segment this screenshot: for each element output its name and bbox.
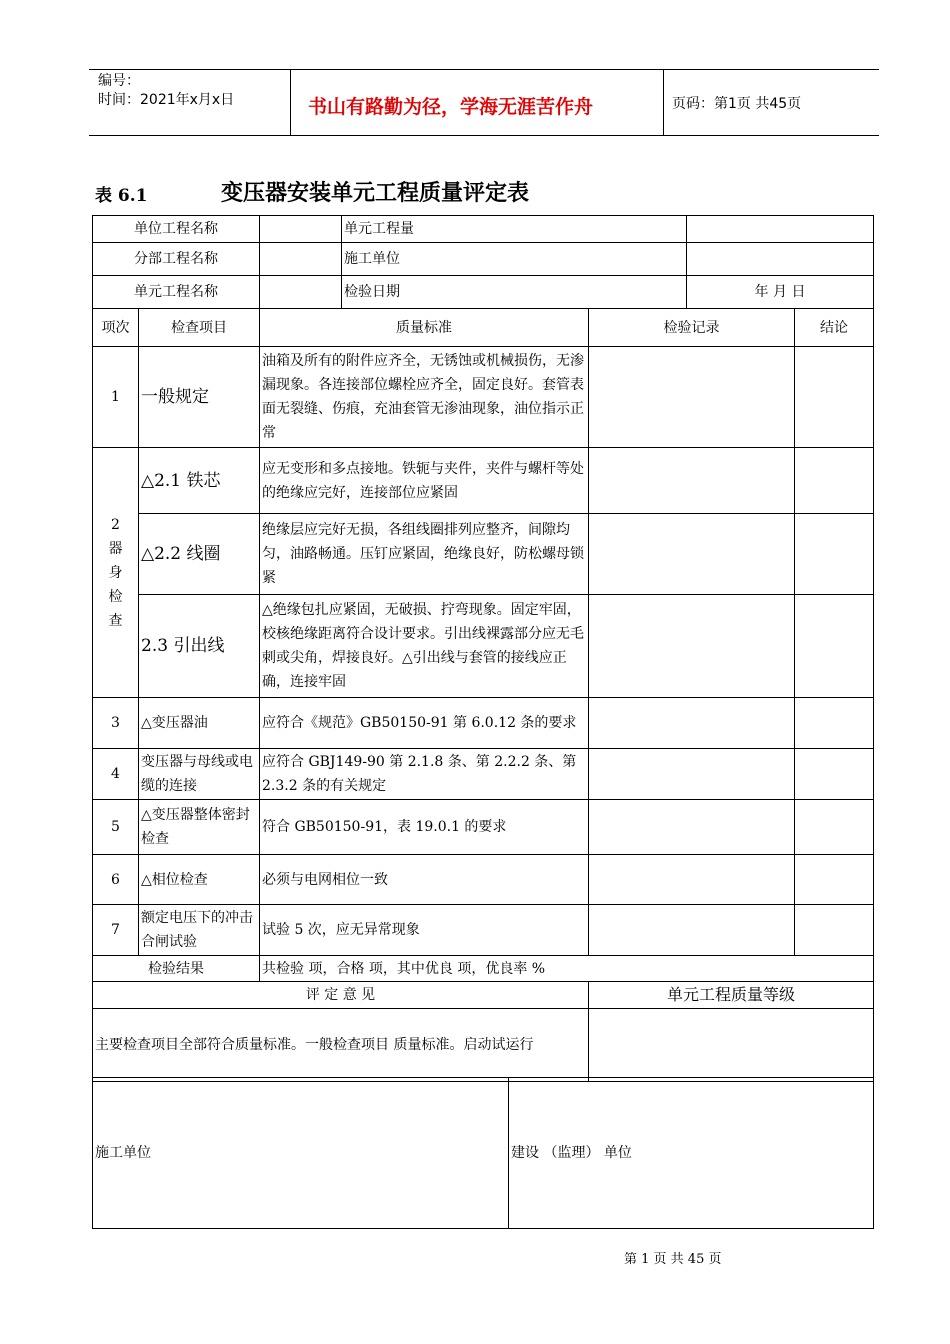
standard-cell: △绝缘包扎应紧固，无破损、拧弯现象。固定牢固，校核绝缘距离符合设计要求。引出线裸露部分应无毛刺或尖角，焊接良好。△引出线与套管的接线应正确，连接牢固 — [260, 595, 589, 698]
conclusion-cell[interactable] — [795, 448, 874, 514]
header-top-rule — [89, 69, 879, 70]
assessment-label: 评 定 意 见 — [93, 982, 589, 1009]
info-row — [93, 243, 874, 276]
item-cell: 一般规定 — [139, 347, 260, 448]
table-row — [93, 595, 874, 698]
conclusion-cell[interactable] — [795, 855, 874, 905]
seq-cell: 7 — [93, 905, 139, 956]
header-divider — [663, 69, 664, 136]
record-cell[interactable] — [589, 514, 795, 595]
group-char: 器 — [108, 540, 123, 557]
col-record: 检验记录 — [589, 309, 795, 347]
conclusion-cell[interactable] — [795, 749, 874, 800]
time-label: 时间：2021年x月x日 — [98, 92, 235, 108]
info-row — [93, 216, 874, 243]
group-char: 2 — [111, 516, 120, 533]
seq-cell: 4 — [93, 749, 139, 800]
item-cell: 变压器与母线或电缆的连接 — [139, 749, 260, 800]
record-cell[interactable] — [589, 698, 795, 749]
standard-cell: 应符合《规范》GB50150-91 第 6.0.12 条的要求 — [260, 698, 589, 749]
conclusion-cell[interactable] — [795, 905, 874, 956]
sub-project-value[interactable] — [260, 243, 342, 276]
inspection-date-value[interactable]: 年 月 日 — [687, 276, 874, 309]
motto-text: 书山有路勤为径，学海无涯苦作舟 — [308, 96, 594, 118]
conclusion-cell[interactable] — [795, 698, 874, 749]
col-item: 检查项目 — [139, 309, 260, 347]
table-row — [93, 905, 874, 956]
assessment-opinion: 主要检查项目全部符合质量标准。一般检查项目 质量标准。启动试运行 — [93, 1009, 589, 1082]
standard-cell: 应无变形和多点接地。铁轭与夹件，夹件与螺杆等处的绝缘应完好，连接部位应紧固 — [260, 448, 589, 514]
conclusion-cell[interactable] — [795, 347, 874, 448]
record-cell[interactable] — [589, 595, 795, 698]
seq-cell: 6 — [93, 855, 139, 905]
seq-cell: 5 — [93, 800, 139, 855]
page-footer: 第 1 页 共 45 页 — [624, 1252, 722, 1267]
sub-project-label: 分部工程名称 — [93, 243, 260, 276]
record-cell[interactable] — [589, 347, 795, 448]
group-char: 检 — [108, 588, 123, 605]
record-cell[interactable] — [589, 905, 795, 956]
group-cell — [93, 448, 139, 698]
col-seq: 项次 — [93, 309, 139, 347]
table-row — [93, 855, 874, 905]
header-bottom-rule — [89, 135, 879, 136]
assessment-row — [93, 1009, 874, 1082]
table-row — [93, 514, 874, 595]
construction-unit-label: 施工单位 — [342, 243, 687, 276]
group-char: 身 — [108, 564, 123, 581]
table-row — [93, 800, 874, 855]
table-row — [93, 347, 874, 448]
standard-cell: 绝缘层应完好无损，各组线圈排列应整齐，间隙均匀，油路畅通。压钉应紧固，绝缘良好，防松螺母锁紧 — [260, 514, 589, 595]
signature-table — [92, 1077, 874, 1229]
conclusion-cell[interactable] — [795, 595, 874, 698]
seq-cell: 3 — [93, 698, 139, 749]
table-row — [93, 749, 874, 800]
result-text: 共检验 项，合格 项，其中优良 项，优良率 % — [260, 956, 874, 982]
construction-signature[interactable]: 施工单位 — [93, 1078, 509, 1229]
col-conclusion: 结论 — [795, 309, 874, 347]
info-row — [93, 276, 874, 309]
grade-label: 单元工程质量等级 — [589, 982, 874, 1009]
column-header-row — [93, 309, 874, 347]
item-cell: 额定电压下的冲击合闸试验 — [139, 905, 260, 956]
table-row — [93, 448, 874, 514]
conclusion-cell[interactable] — [795, 514, 874, 595]
item-cell: △相位检查 — [139, 855, 260, 905]
conclusion-cell[interactable] — [795, 800, 874, 855]
record-cell[interactable] — [589, 855, 795, 905]
item-cell: 2.3 引出线 — [139, 595, 260, 698]
group-char: 查 — [108, 612, 123, 629]
unit-project-label: 单位工程名称 — [93, 216, 260, 243]
code-label: 编号： — [98, 73, 140, 89]
page-label: 页码：第1页 共45页 — [672, 96, 802, 112]
standard-cell: 试验 5 次，应无异常现象 — [260, 905, 589, 956]
grade-value[interactable] — [589, 1009, 874, 1082]
standard-cell: 应符合 GBJ149-90 第 2.1.8 条、第 2.2.2 条、第 2.3.2 条的有关规定 — [260, 749, 589, 800]
unit-quantity-label: 单元工程量 — [342, 216, 687, 243]
standard-cell: 必须与电网相位一致 — [260, 855, 589, 905]
assessment-header-row — [93, 982, 874, 1009]
construction-unit-value[interactable] — [687, 243, 874, 276]
page-title: 变压器安装单元工程质量评定表 — [221, 181, 530, 206]
standard-cell: 油箱及所有的附件应齐全，无锈蚀或机械损伤，无渗漏现象。各连接部位螺栓应齐全，固定良好。套管表面无裂缝、伤痕，充油套管无渗油现象，油位指示正常 — [260, 347, 589, 448]
unit-project-value[interactable] — [260, 216, 342, 243]
item-cell: △变压器油 — [139, 698, 260, 749]
item-cell: △2.1 铁芯 — [139, 448, 260, 514]
assessment-table — [92, 215, 874, 1082]
header-divider — [290, 69, 291, 136]
record-cell[interactable] — [589, 448, 795, 514]
table-number: 表 6.1 — [95, 186, 148, 206]
standard-cell: 符合 GB50150-91，表 19.0.1 的要求 — [260, 800, 589, 855]
col-standard: 质量标准 — [260, 309, 589, 347]
owner-signature[interactable]: 建设 （监理） 单位 — [509, 1078, 874, 1229]
item-cell: △2.2 线圈 — [139, 514, 260, 595]
result-label: 检验结果 — [93, 956, 260, 982]
element-project-label: 单元工程名称 — [93, 276, 260, 309]
element-project-value[interactable] — [260, 276, 342, 309]
table-row — [93, 698, 874, 749]
result-row — [93, 956, 874, 982]
inspection-date-label: 检验日期 — [342, 276, 687, 309]
record-cell[interactable] — [589, 800, 795, 855]
record-cell[interactable] — [589, 749, 795, 800]
item-cell: △变压器整体密封检查 — [139, 800, 260, 855]
unit-quantity-value[interactable] — [687, 216, 874, 243]
seq-cell: 1 — [93, 347, 139, 448]
